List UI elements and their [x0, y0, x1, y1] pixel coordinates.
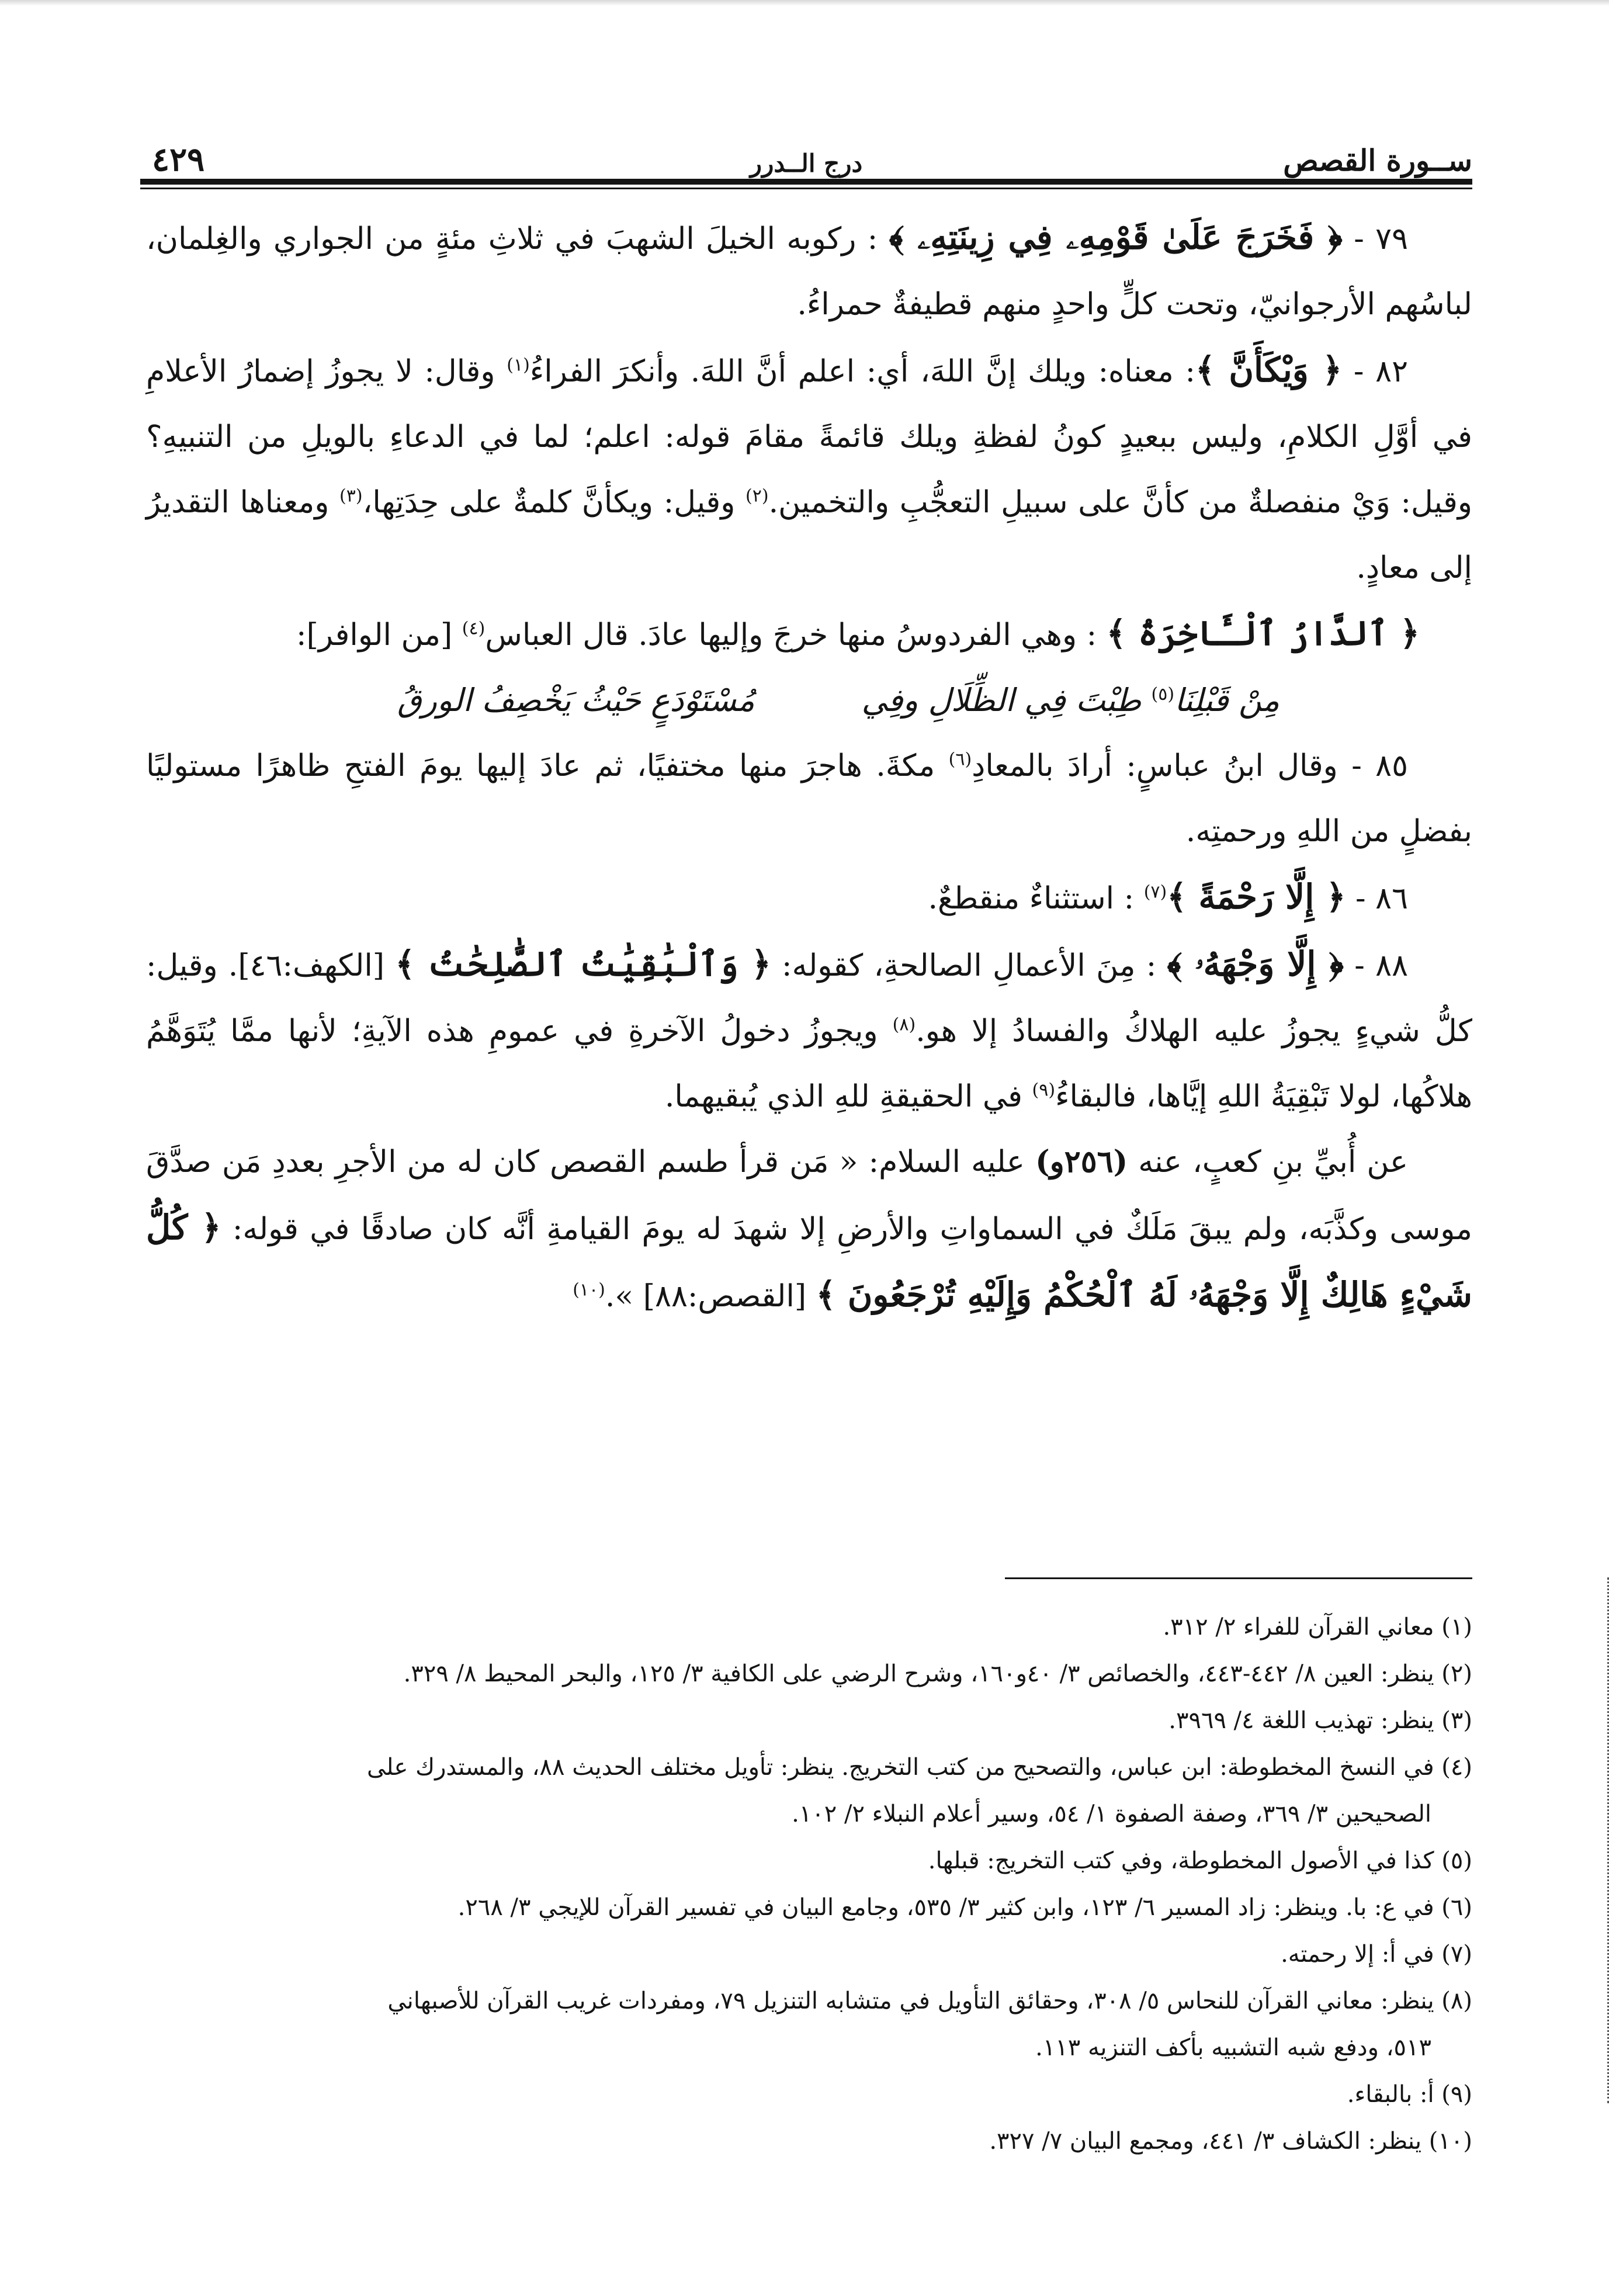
commentary-text: ويجوزُ دخولُ الآخرةِ في عمومِ هذه الآيةِ؛ لأنها ممَّا يُتَوَهَّمُ هلاكُها، لولا تَبْقِيَةُ اللهِ إيَّاها، فالبقاءُ [146, 1014, 1472, 1114]
header-rule-thin [140, 188, 1472, 189]
footnotes [146, 1604, 1472, 2165]
footnote-4-continued: الصحيحين ٣/ ٣٦٩، وصفة الصفوة ١/ ٥٤، وسير أعلام النبلاء ٢/ ١٠٢. [792, 1801, 1431, 1827]
footnote-ref[interactable]: (٢) [745, 485, 769, 507]
footnote-ref[interactable]: (٦) [948, 749, 972, 770]
hemistich-text: مُسْتَوْدَعٍ حَيْثُ يَخْصِفُ الورقُ [397, 682, 755, 719]
quran-citation: ﴿ إِلَّا وَجْهَهُۥ ﴾ [1167, 944, 1344, 984]
paragraph-82 [146, 337, 1472, 601]
footnote-7: (٧) في أ: إلا رحمته. [1281, 1941, 1472, 1968]
hemistich-text: مِنْ قَبْلِنَا [1174, 682, 1279, 719]
commentary-text: عن أُبيِّ بنِ كعبٍ، عنه [1128, 1144, 1408, 1180]
book-title: درج الــدرر [750, 149, 863, 178]
quran-citation: ﴿ ٱلدَّارُ ٱلْـَٔاخِرَةُ ﴾ [1106, 613, 1420, 653]
poetry-verse [146, 668, 1472, 733]
commentary-text: : معناه: ويلك إنَّ اللهَ، أي: اعلم أنَّ اللهَ. وأنكرَ الفراءُ [529, 354, 1196, 389]
scan-edge-right [1604, 1577, 1609, 2103]
footnote-2: (٢) ينظر: العين ٨/ ٤٤٢-٤٤٣، والخصائص ٣/ ٤٠و١٦٠، وشرح الرضي على الكافية ٣/ ١٢٥، والبحر المحيط ٨/ ٣٢٩. [403, 1660, 1472, 1687]
commentary-text: ومعناها التقديرُ إلى معادٍ. [146, 485, 1472, 585]
verse-number: ٨٦ - [1346, 881, 1408, 916]
footnote-9: (٩) أ: بالبقاء. [1347, 2081, 1472, 2108]
footnote-10: (١٠) ينظر: الكشاف ٣/ ٤٤١، ومجمع البيان ٧/ ٣٢٧. [989, 2128, 1472, 2155]
commentary-text: وقال ابنُ عباسٍ: أرادَ بالمعادِ [972, 748, 1338, 783]
commentary-text: : وهي الفردوسُ منها خرجَ وإليها عادَ. قال العباس [485, 618, 1107, 653]
footnote-1: (١) معاني القرآن للفراء ٢/ ٣١٢. [1163, 1614, 1472, 1641]
footnote-ref[interactable]: (٤) [462, 618, 486, 639]
footnote-ref[interactable]: (١) [507, 355, 530, 376]
footnote-ref[interactable]: (٩) [1032, 1080, 1056, 1101]
header-rule-thick [140, 179, 1472, 185]
quran-citation: ﴿ كُلُّ شَيْءٍ هَالِكٌ إِلَّا وَجْهَهُۥ لَهُ ٱلْحُكْمُ وَإِلَيْهِ تُرْجَعُونَ ﴾ [146, 1208, 1472, 1315]
commentary-text: : ركوبه الخيلَ الشهبَ في ثلاثِ مئةٍ من الجواري والغِلمان، لباسُهم الأرجوانيّ، وتحت كلٍّ واحدٍ منهم قطيفةٌ حمراءُ. [146, 221, 1472, 322]
scan-edge-top [0, 0, 1609, 6]
poetry-first-hemistich [862, 668, 1279, 733]
quran-citation: ﴿ وَٱلْبَٰقِيَٰتُ ٱلصَّٰلِحَٰتُ ﴾ [395, 944, 771, 984]
footnote-3: (٣) ينظر: تهذيب اللغة ٤/ ٣٩٦٩. [1168, 1707, 1472, 1734]
footnote-ref[interactable]: (٨) [892, 1014, 916, 1035]
quran-citation: ﴿ إِلَّا رَحْمَةً ﴾ [1167, 877, 1346, 917]
main-text [146, 204, 1472, 1329]
footnote-6: (٦) في ع: با. وينظر: زاد المسير ٦/ ١٢٣، وابن كثير ٣/ ٥٣٥، وجامع البيان في تفسير القرآن للإيجي ٣/ ٢٦٨. [457, 1894, 1472, 1921]
commentary-text: وقال: لا يجوزُ إضمارُ الأعلامِ في أوَّلِ الكلامِ، وليس ببعيدٍ كونُ لفظةِ ويلك قائمةً مقامَ قوله: اعلم؛ لما في الدعاءِ بالويلِ من التنبيهِ؟ وقيل: وَيْ منفصلةٌ من كأنَّ على سبيلِ التعجُّبِ والتخمين. [146, 354, 1473, 520]
verse-number: ٨٥ - [1337, 748, 1408, 783]
commentary-text: [الكهف:٤٦]. وقيل: كلُّ شيءٍ يجوزُ عليه الهلاكُ والفسادُ إلا هو. [146, 948, 1472, 1049]
footnote-4: (٤) في النسخ المخطوطة: ابن عباس، والتصحيح من كتب التخريج. ينظر: تأويل مختلف الحديث ٨٨، والمستدرك على [366, 1754, 1472, 1781]
footnote-8: (٨) ينظر: معاني القرآن للنحاس ٥/ ٣٠٨، وحقائق التأويل في متشابه التنزيل ٧٩، ومفردات غريب القرآن للأصبهاني [387, 1988, 1472, 2014]
surah-title: ســورة القصص [1283, 143, 1472, 178]
footnote-ref[interactable]: (٣) [339, 485, 363, 507]
page-header [140, 126, 1472, 181]
paragraph-79 [146, 204, 1472, 337]
paragraph-86 [146, 864, 1472, 931]
commentary-text: : مِنَ الأعمالِ الصالحةِ، كقوله: [771, 948, 1167, 983]
commentary-text: وقيل: ويكأنَّ كلمةٌ على حِدَتِها، [362, 485, 746, 520]
footnote-8-continued: ٥١٣، ودفع شبه التشبيه بأكف التنزيه ١١٣. [1035, 2034, 1431, 2061]
commentary-text: [من الوافر]: [296, 618, 462, 653]
footnote-separator [1005, 1577, 1472, 1579]
quran-citation: ﴿ وَيْكَأَنَّ ﴾ [1195, 350, 1343, 390]
paragraph-85 [146, 733, 1472, 864]
footnote-5: (٥) كذا في الأصول المخطوطة، وفي كتب التخريج: قبلها. [928, 1847, 1472, 1874]
paragraph-hadith [146, 1129, 1472, 1329]
commentary-text: : استثناءٌ منقطعٌ. [928, 881, 1144, 916]
quran-citation: ﴿ فَخَرَجَ عَلَىٰ قَوْمِهِۦ فِي زِينَتِهِۦ ﴾ [889, 217, 1343, 257]
footnote-ref[interactable]: (٥) [1151, 684, 1175, 705]
commentary-text: عليه السلام: « مَن قرأ طسم القصص كان له من الأجرِ بعددِ مَن صدَّقَ موسى وكذَّبَه، ولم يبقَ مَلَكٌ في السماواتِ والأرضِ إلا شهدَ له يومَ القيامةِ أنَّه كان صادقًا في قوله: [146, 1144, 1472, 1247]
hemistich-text: طِبْتَ فِي الظِّلَالِ وفِي [861, 682, 1152, 719]
commentary-text: مكةَ. هاجرَ منها مختفيًا، ثم عادَ إليها يومَ الفتحِ ظاهرًا مستوليًا بفضلٍ من اللهِ ورحمتِه. [146, 748, 1472, 849]
footnote-ref[interactable]: (٧) [1143, 882, 1167, 903]
manuscript-folio-ref: (٢٥٦و) [1035, 1144, 1128, 1180]
page-number: ٤٢٩ [152, 140, 205, 179]
commentary-text: [القصص:٨٨] ». [605, 1279, 816, 1314]
verse-number: ٨٨ - [1344, 948, 1408, 983]
commentary-text: في الحقيقةِ للهِ الذي يُبقيهما. [664, 1079, 1032, 1114]
verse-number: ٧٩ - [1342, 221, 1408, 256]
footnote-ref[interactable]: (١٠) [573, 1279, 605, 1300]
paragraph-dar [146, 601, 1472, 668]
poetry-second-hemistich [397, 668, 755, 733]
paragraph-88 [146, 931, 1472, 1129]
verse-number: ٨٢ - [1342, 354, 1408, 389]
